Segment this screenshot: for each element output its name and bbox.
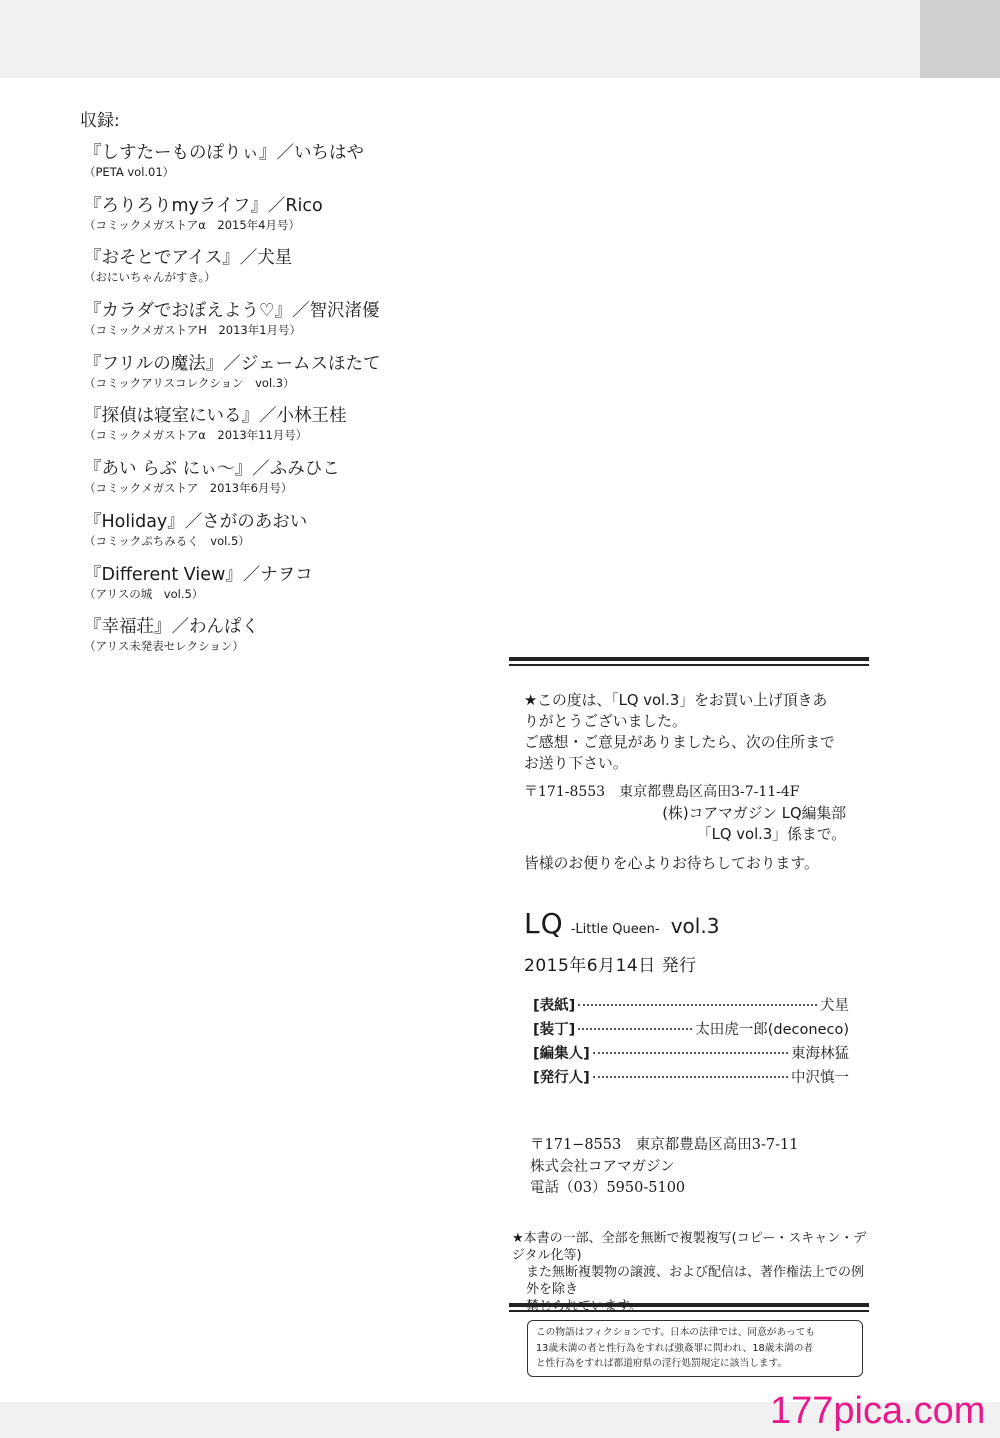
credits-list [533,994,849,1090]
colophon-top-rule-thick [509,657,869,661]
publisher-address: 〒171−8553 東京都豊島区高田3-7-11 [530,1137,799,1153]
work-source: （コミックメガストアα 2015年4月号） [84,217,300,232]
work-title: 『カラダでおぼえよう♡』／智沢渚優 [84,301,380,322]
contents-heading: 収録: [80,111,120,131]
watermark-text: 177pica.com [770,1390,986,1432]
contents-item [84,247,380,300]
work-source: （おにいちゃんがすき。） [84,270,216,285]
book-title-volume: vol.3 [670,914,720,938]
work-title: 『あい らぶ にぃ～』／ふみひこ [84,459,340,480]
credit-label: [装丁] [533,1022,576,1038]
contents-item [84,353,380,406]
work-source: （コミックぷちみるく vol.5） [84,533,250,548]
contents-item [84,300,380,353]
credit-row [533,1066,849,1090]
credit-row [533,994,849,1018]
publisher-block [530,1135,798,1200]
credit-value: 太田虎一郎(deconeco) [695,1022,849,1038]
reader-thanks-block [524,690,864,874]
credit-value: 中沢慎一 [791,1070,849,1086]
notice-line: 13歳未満の者と性行為をすれば強姦罪に問われ、18歳未満の者 [536,1342,814,1354]
work-source: （コミックメガストア 2013年6月号） [84,481,293,496]
work-title: 『しすたーものぽりぃ』／いちはや [84,143,364,163]
notice-line: と性行為をすれば都道府県の淫行処罰規定に該当します。 [536,1358,788,1369]
notice-line: この物語はフィクションです。日本の法律では、同意があっても [536,1327,816,1338]
work-source: （コミックメガストアα 2013年11月号） [84,428,308,443]
thanks-line: りがとうございました。 [524,713,687,730]
leader-dots [593,1076,788,1078]
work-title: 『フリルの魔法』／ジェームスほたて [84,353,381,374]
work-title: 『Holiday』／さがのあおい [84,511,308,532]
leader-dots [578,1028,692,1030]
book-title-sub: -Little Queen- [570,922,660,937]
colophon-bottom-rule-thin [509,1310,869,1312]
copyright-line: また無断複製物の譲渡、および配信は、著作権法上での例外を除き [526,1265,865,1297]
work-source: （コミックメガストアH 2013年1月号） [84,323,302,338]
work-title: 『Different View』／ナヲコ [84,564,313,585]
contents-item [84,564,380,617]
work-title: 『探偵は寝室にいる』／小林王桂 [84,406,347,427]
publisher-company: 株式会社コアマガジン [530,1158,675,1175]
work-source: （PETA vol.01） [84,165,175,179]
work-source: （アリス未発表セレクション） [84,639,244,654]
leader-dots [578,1004,817,1006]
contents-item [84,616,380,669]
credit-row [533,1018,849,1042]
work-title: 『おそとでアイス』／犬星 [84,248,293,269]
book-title [524,907,719,940]
credit-label: [編集人] [533,1046,590,1062]
thanks-line: ★この度は、「LQ vol.3」をお買い上げ頂きあ [524,692,828,709]
credit-label: [発行人] [533,1070,590,1086]
editorial-address: 〒171-8553 東京都豊島区高田3-7-11-4F [524,784,800,800]
publisher-phone: 電話（03）5950-5100 [530,1180,686,1196]
top-margin-band [0,0,1000,78]
credit-row [533,1042,849,1066]
leader-dots [593,1052,788,1054]
editorial-department: (株)コアマガジン LQ編集部 [662,805,846,822]
work-source: （コミックアリスコレクション vol.3） [84,375,295,390]
thanks-line: お送り下さい。 [524,755,628,772]
work-source: （アリスの城 vol.5） [84,586,204,601]
work-title: 『ろりろりmyライフ』／Rico [84,195,323,216]
colophon-top-rule-thin [509,664,869,666]
contents-item [84,142,380,195]
contents-item [84,458,380,511]
contents-item [84,405,380,458]
publication-date: 2015年6月14日 発行 [524,956,697,976]
editorial-attention: 「LQ vol.3」係まで。 [696,826,846,843]
contents-item [84,511,380,564]
colophon-bottom-rule-thick [509,1303,869,1307]
work-title: 『幸福荘』／わんぱく [84,617,259,638]
page-corner-tab [920,0,1000,78]
fiction-notice-box [527,1320,863,1377]
contents-item [84,195,380,248]
credit-value: 犬星 [820,998,849,1014]
contents-list [84,142,380,669]
credit-value: 東海林猛 [791,1046,849,1062]
book-title-main: LQ [524,907,564,940]
credit-label: [表紙] [533,998,576,1014]
thanks-line: ご感想・ご意見がありましたら、次の住所まで [524,734,835,751]
copyright-line: ★本書の一部、全部を無断で複製複写(コピー・スキャン・デジタル化等) [512,1231,867,1263]
thanks-closing: 皆様のお便りを心よりお待ちしております。 [524,855,819,872]
